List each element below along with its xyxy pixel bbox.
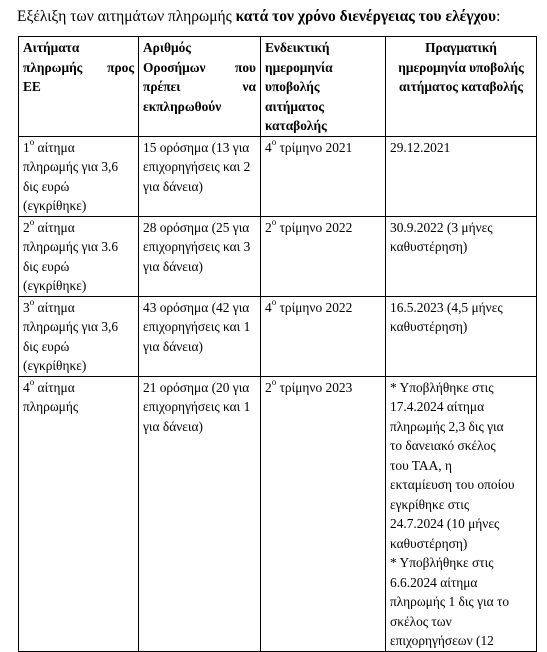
actual-line: εκταμίευση του οποίου	[390, 477, 515, 492]
actual-line: εγκρίθηκε στις	[390, 496, 470, 512]
request-cell	[19, 296, 139, 376]
indicative-number: 2	[265, 219, 272, 235]
request-text: αίτημα	[34, 139, 75, 155]
milestones-line: 15 ορόσημα (13 για	[143, 139, 250, 155]
header-payment-requests	[19, 37, 139, 137]
indicative-text: τρίμηνο 2021	[276, 139, 353, 155]
header-line: ημερομηνία	[265, 59, 333, 75]
actual-line: επιχορηγήσεων (12	[390, 633, 494, 648]
header-line: πρέπει να	[143, 79, 256, 94]
milestones-cell	[139, 136, 261, 216]
actual-line: 6.6.2024 αίτημα	[390, 574, 478, 590]
intro-text	[17, 7, 537, 27]
header-line: Αριθμός	[143, 40, 191, 55]
milestones-cell	[139, 296, 261, 376]
request-line	[23, 218, 134, 238]
header-line: Πραγματική	[425, 40, 497, 55]
milestones-line: για δάνεια)	[143, 178, 203, 194]
header-line: αιτήματος	[265, 98, 324, 114]
milestones-line: για δάνεια)	[143, 338, 203, 354]
intro-plain: Εξέλιξη των αιτημάτων πληρωμής	[17, 8, 236, 25]
request-line	[23, 298, 134, 318]
indicative-number: 4	[265, 139, 272, 155]
ordinal-sup: ο	[29, 217, 35, 228]
indicative-text: τρίμηνο 2022	[276, 299, 353, 315]
actual-line: 16.5.2023 (4,5 μήνες	[390, 299, 503, 315]
request-line: δις ευρώ	[23, 258, 70, 274]
request-line	[23, 138, 134, 158]
actual-line: του ΤΑΑ, η	[390, 457, 452, 473]
request-line: δις ευρώ	[23, 338, 70, 354]
intro-bold: κατά τον χρόνο διενέργειας του ελέγχου	[235, 8, 497, 25]
actual-line: 17.4.2024 αίτημα	[390, 399, 485, 414]
header-line: πληρωμής προς	[23, 59, 134, 75]
table-row	[19, 216, 537, 296]
header-milestones	[139, 37, 261, 137]
actual-line: * Υποβλήθηκε στις	[390, 379, 494, 395]
table-row	[19, 296, 537, 376]
header-line: αιτήματος καταβολής	[398, 79, 524, 94]
indicative-text: τρίμηνο 2023	[276, 379, 353, 395]
indicative-text: τρίμηνο 2022	[276, 219, 353, 235]
milestones-line: 43 ορόσημα (42 για	[143, 299, 250, 315]
request-line: δις ευρώ	[23, 178, 70, 194]
ordinal-sup: ο	[271, 297, 277, 308]
indicative-number: 2	[265, 379, 272, 395]
header-line: ΕΕ	[23, 79, 41, 94]
request-number: 2	[23, 219, 30, 235]
milestones-cell	[139, 216, 261, 296]
header-indicative-date	[261, 37, 386, 137]
milestones-line: επιχορηγήσεις και 1	[143, 319, 251, 334]
ordinal-sup: ο	[29, 137, 35, 148]
actual-line: 24.7.2024 (10 μήνες	[390, 516, 500, 531]
actual-line: 30.9.2022 (3 μήνες	[390, 219, 493, 235]
ordinal-sup: ο	[271, 377, 277, 388]
indicative-date-cell	[261, 216, 386, 296]
request-line: πληρωμής	[23, 399, 79, 414]
actual-date-cell	[386, 216, 537, 296]
milestones-line: επιχορηγήσεις και 3	[143, 239, 251, 254]
header-line: Ενδεικτική	[265, 40, 330, 55]
intro-end: :	[496, 8, 501, 25]
milestones-line: επιχορηγήσεις και 1	[143, 399, 251, 414]
request-line: (εγκρίθηκε)	[23, 198, 87, 213]
milestones-cell	[139, 376, 261, 651]
indicative-date-cell	[261, 136, 386, 216]
indicative-number: 4	[265, 299, 272, 315]
actual-date-cell	[386, 376, 537, 651]
ordinal-sup: ο	[29, 377, 35, 388]
ordinal-sup: ο	[271, 137, 277, 148]
ordinal-sup: ο	[271, 217, 277, 228]
request-line: πληρωμής για 3,6	[23, 319, 119, 334]
table-row	[19, 376, 537, 651]
table-header-row	[19, 37, 537, 137]
header-line: Αιτήματα	[23, 40, 80, 55]
indicative-date-cell	[261, 296, 386, 376]
request-number: 1	[23, 139, 30, 155]
actual-line: πληρωμής 1 δις για το	[390, 594, 510, 609]
header-line: καταβολής	[265, 118, 327, 133]
request-line: (εγκρίθηκε)	[23, 358, 87, 373]
actual-line: * Υποβλήθηκε στις	[390, 555, 494, 570]
milestones-line: για δάνεια)	[143, 258, 203, 274]
request-line: πληρωμής για 3.6	[23, 239, 119, 254]
header-line: Οροσήμων που	[143, 59, 256, 75]
request-number: 4	[23, 379, 30, 395]
actual-line: 29.12.2021	[390, 139, 451, 155]
request-text: αίτημα	[34, 299, 75, 315]
header-line: εκπληρωθούν	[143, 98, 222, 114]
milestones-line: 21 ορόσημα (20 για	[143, 379, 250, 395]
request-line: (εγκρίθηκε)	[23, 278, 87, 293]
request-line: πληρωμής για 3,6	[23, 159, 119, 174]
request-number: 3	[23, 299, 30, 315]
actual-line: πληρωμής 2,3 δις για	[390, 418, 504, 434]
actual-line: το δανειακό σκέλος	[390, 438, 496, 453]
request-text: αίτημα	[34, 379, 75, 395]
actual-date-cell	[386, 136, 537, 216]
actual-line: καθυστέρηση)	[390, 319, 468, 334]
payment-requests-table	[18, 36, 537, 652]
milestones-line: για δάνεια)	[143, 418, 203, 434]
request-cell	[19, 216, 139, 296]
header-line: ημερομηνία υποβολής	[398, 59, 524, 75]
milestones-line: επιχορηγήσεις και 2	[143, 159, 251, 174]
request-cell	[19, 376, 139, 651]
actual-line: καθυστέρηση)	[390, 239, 468, 254]
header-actual-date	[386, 37, 537, 137]
table-row	[19, 136, 537, 216]
actual-line: καθυστέρηση)	[390, 535, 468, 551]
header-line: υποβολής	[265, 79, 320, 94]
indicative-date-cell	[261, 376, 386, 651]
request-cell	[19, 136, 139, 216]
milestones-line: 28 ορόσημα (25 για	[143, 219, 250, 235]
actual-date-cell	[386, 296, 537, 376]
actual-line: σκέλος των	[390, 613, 452, 629]
request-line	[23, 378, 134, 398]
ordinal-sup: ο	[29, 297, 35, 308]
request-text: αίτημα	[34, 219, 75, 235]
